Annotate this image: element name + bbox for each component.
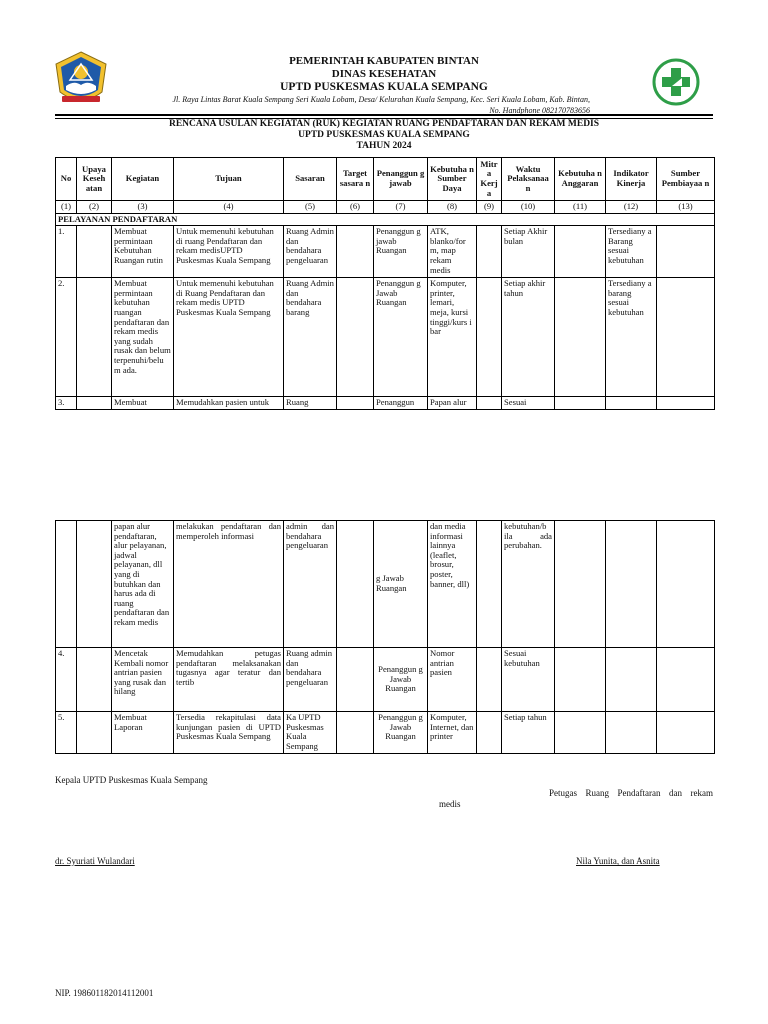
table-cell <box>657 226 715 278</box>
table-cell <box>77 397 112 410</box>
table-cell <box>606 648 657 712</box>
table-cell <box>477 278 502 397</box>
table-cell <box>337 648 374 712</box>
col-header: Target sasara n <box>337 158 374 201</box>
table-cell: Ka UPTD Puskesmas Kuala Sempang <box>284 712 337 754</box>
column-number: (11) <box>555 201 606 214</box>
table-cell: Penanggun g Jawab Ruangan <box>374 278 428 397</box>
table-cell <box>77 521 112 648</box>
table-cell: melakukan pendaftaran dan memperoleh informasi <box>174 521 284 648</box>
table-cell: Setiap tahun <box>502 712 555 754</box>
table-cell: Penanggun <box>374 397 428 410</box>
table-cell: Ruang Admin dan bendahara pengeluaran <box>284 226 337 278</box>
column-number: (12) <box>606 201 657 214</box>
table-cell: Membuat permintaan Kebutuhan Ruangan rutin <box>112 226 174 278</box>
table-cell: Tersediany a Barang sesuai kebutuhan <box>606 226 657 278</box>
right-signatory-name: Nila Yunita, dan Asnita <box>576 856 660 866</box>
table-cell <box>657 397 715 410</box>
table-cell: Komputer, printer, lemari, meja, kursi tinggi/kurs i bar <box>428 278 477 397</box>
table-cell <box>77 278 112 397</box>
column-number: (5) <box>284 201 337 214</box>
table-row <box>56 712 715 754</box>
col-header: No <box>56 158 77 201</box>
table-cell: Penanggun g jawab Ruangan <box>374 226 428 278</box>
doc-title: RENCANA USULAN KEGIATAN (RUK) KEGIATAN RUANG PENDAFTARAN DAN REKAM MEDIS <box>168 119 600 129</box>
col-header: Sasaran <box>284 158 337 201</box>
col-header: Penanggun g jawab <box>374 158 428 201</box>
table-cell: Ruang Admin dan bendahara barang <box>284 278 337 397</box>
table-row <box>56 226 715 278</box>
table-cell <box>77 648 112 712</box>
col-header: Kebutuha n Sumber Daya <box>428 158 477 201</box>
table-cell: Penanggun g Jawab Ruangan <box>374 712 428 754</box>
table-row <box>56 521 715 648</box>
header-divider <box>55 114 713 116</box>
table-cell <box>555 226 606 278</box>
table-cell: Membuat <box>112 397 174 410</box>
table-cell: Mencetak Kembali nomor antrian pasien yang rusak dan hilang <box>112 648 174 712</box>
table-cell: 3. <box>56 397 77 410</box>
left-signatory-name: dr. Syuriati Wulandari <box>55 856 135 866</box>
table-cell: 1. <box>56 226 77 278</box>
column-number: (4) <box>174 201 284 214</box>
table-cell: Memudahkan petugas pendaftaran melaksanakan tugasnya agar teratur dan tertib <box>174 648 284 712</box>
table-cell <box>77 712 112 754</box>
doc-subtitle: UPTD PUSKESMAS KUALA SEMPANG <box>298 130 470 140</box>
table-cell: Membuat Laporan <box>112 712 174 754</box>
col-header: Waktu Pelaksanaa n <box>502 158 555 201</box>
table-cell: Papan alur <box>428 397 477 410</box>
table-cell: g Jawab Ruangan <box>374 521 428 648</box>
puskesmas-name: UPTD PUSKESMAS KUALA SEMPANG <box>280 81 488 93</box>
table-cell <box>606 712 657 754</box>
table-cell: admin dan bendahara pengeluaran <box>284 521 337 648</box>
address-line-1: Jl. Raya Lintas Barat Kuala Sempang Seri Kuala Lobam, Desa/ Kelurahan Kuala Sempang, Kec. Seri Kuala Lobam, Kab. Bintan, <box>172 95 590 104</box>
table-cell <box>477 521 502 648</box>
col-header: Kegiatan <box>112 158 174 201</box>
section-title: PELAYANAN PENDAFTARAN <box>56 213 715 226</box>
doc-year: TAHUN 2024 <box>356 141 412 151</box>
col-header: Tujuan <box>174 158 284 201</box>
section-row <box>56 213 715 226</box>
column-number: (1) <box>56 201 77 214</box>
table-cell: Ruang admin dan bendahara pengeluaran <box>284 648 337 712</box>
address-line-2: No. Handphone 082170783656 <box>489 106 590 115</box>
column-number: (2) <box>77 201 112 214</box>
plan-table-part-1 <box>55 157 715 410</box>
table-cell <box>555 521 606 648</box>
table-cell: Untuk memenuhi kebutuhan di ruang Pendaftaran dan rekam medisUPTD Puskesmas Kuala Sempang <box>174 226 284 278</box>
table-cell <box>337 521 374 648</box>
table-cell <box>337 397 374 410</box>
table-cell <box>337 226 374 278</box>
table-header-row <box>56 158 715 201</box>
table-cell: 2. <box>56 278 77 397</box>
table-cell: Tersedia rekapitulasi data kunjungan pasien di UPTD Puskesmas Kuala Sempang <box>174 712 284 754</box>
table-cell <box>477 397 502 410</box>
table-cell <box>477 226 502 278</box>
column-number: (7) <box>374 201 428 214</box>
col-header: Sumber Pembiayaa n <box>657 158 715 201</box>
right-signatory-role-cont: medis <box>439 799 461 809</box>
col-header: Indikator Kinerja <box>606 158 657 201</box>
table-cell: papan alur pendaftaran, alur pelayanan, jadwal pelayanan, dll yang di butuhkan dan harus ada di ruang pendaftaran dan rekam medis <box>112 521 174 648</box>
table-cell: Membuat permintaan kebutuhan ruangan pendaftaran dan rekam medis yang sudah rusak dan belum terpenuhi/belu m ada. <box>112 278 174 397</box>
table-cell: kebutuhan/b ila ada perubahan. <box>502 521 555 648</box>
table-cell <box>657 278 715 397</box>
column-number: (6) <box>337 201 374 214</box>
col-header: Kebutuha n Anggaran <box>555 158 606 201</box>
table-cell: Tersediany a barang sesuai kebutuhan <box>606 278 657 397</box>
table-cell <box>606 521 657 648</box>
left-signatory-nip: NIP. 198601182014112001 <box>55 988 154 998</box>
table-cell: Nomor antrian pasien <box>428 648 477 712</box>
column-number: (13) <box>657 201 715 214</box>
col-header: Mitr a Kerj a <box>477 158 502 201</box>
table-cell: 4. <box>56 648 77 712</box>
column-number: (9) <box>477 201 502 214</box>
table-cell: Sesuai <box>502 397 555 410</box>
table-cell: Ruang <box>284 397 337 410</box>
table-row <box>56 648 715 712</box>
agency-name: DINAS KESEHATAN <box>331 68 437 80</box>
table-cell <box>555 278 606 397</box>
column-number: (10) <box>502 201 555 214</box>
table-cell <box>77 226 112 278</box>
column-number: (8) <box>428 201 477 214</box>
table-cell: Penanggun g Jawab Ruangan <box>374 648 428 712</box>
table-cell <box>555 712 606 754</box>
table-cell: dan media informasi lainnya (leaflet, brosur, poster, banner, dll) <box>428 521 477 648</box>
table-cell <box>657 712 715 754</box>
table-cell <box>477 648 502 712</box>
table-cell: Memudahkan pasien untuk <box>174 397 284 410</box>
right-signatory-role: Petugas Ruang Pendaftaran dan rekam <box>549 788 713 798</box>
table-cell: Untuk memenuhi kebutuhan di Ruang Pendaftaran dan rekam medis UPTD Puskesmas Kuala Sempang <box>174 278 284 397</box>
table-cell <box>337 712 374 754</box>
table-cell <box>555 397 606 410</box>
table-cell <box>555 648 606 712</box>
column-number-row <box>56 201 715 214</box>
table-cell <box>657 521 715 648</box>
table-cell: ATK, blanko/for m, map rekam medis <box>428 226 477 278</box>
table-cell: Komputer, Internet, dan printer <box>428 712 477 754</box>
col-header: Upaya Keseh atan <box>77 158 112 201</box>
gov-name: PEMERINTAH KABUPATEN BINTAN <box>289 55 479 67</box>
column-number: (3) <box>112 201 174 214</box>
table-cell <box>337 278 374 397</box>
plan-table-part-2 <box>55 520 715 754</box>
table-cell <box>657 648 715 712</box>
table-cell <box>56 521 77 648</box>
table-cell: 5. <box>56 712 77 754</box>
table-cell <box>606 397 657 410</box>
table-row <box>56 397 715 410</box>
left-signatory-role: Kepala UPTD Puskesmas Kuala Sempang <box>55 775 208 785</box>
table-cell: Setiap Akhir bulan <box>502 226 555 278</box>
table-row <box>56 278 715 397</box>
table-cell: Setiap akhir tahun <box>502 278 555 397</box>
table-cell <box>477 712 502 754</box>
table-cell: Sesuai kebutuhan <box>502 648 555 712</box>
